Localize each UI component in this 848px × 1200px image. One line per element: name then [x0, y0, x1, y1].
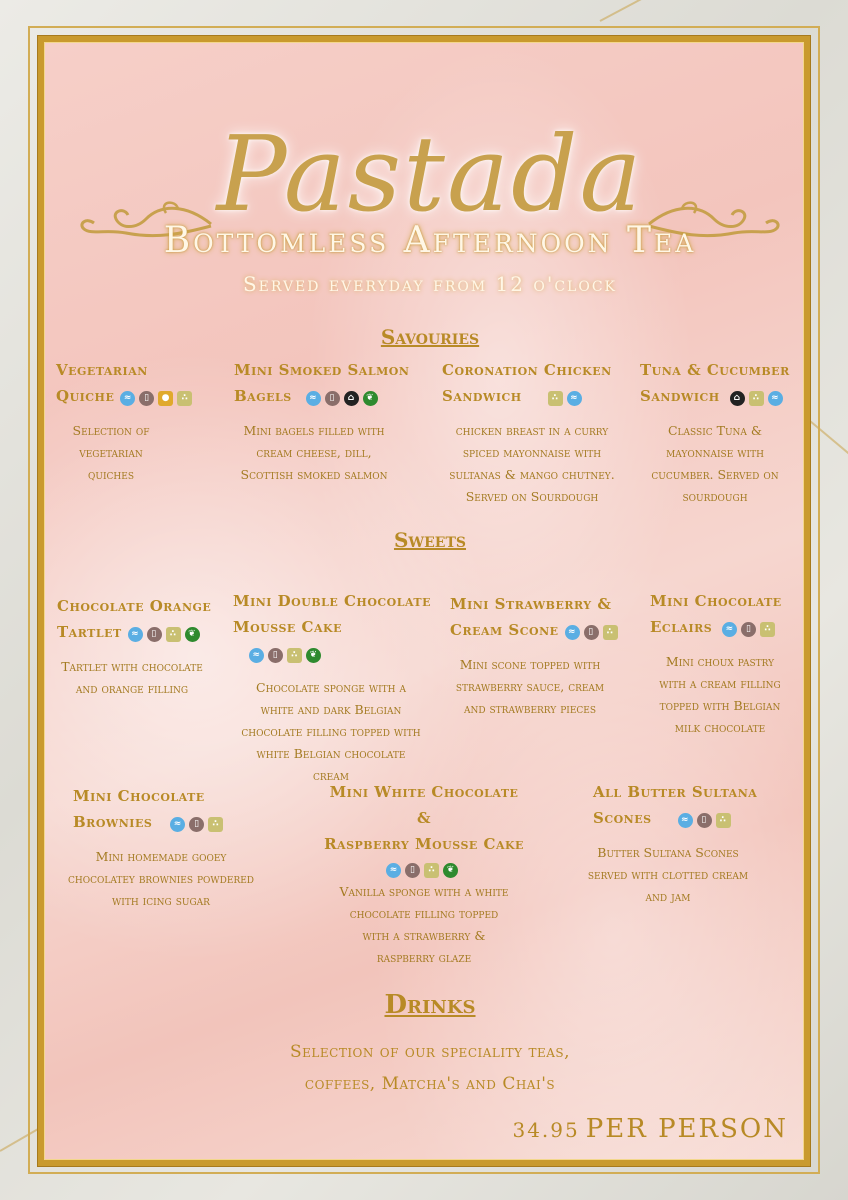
vegan-icon: ❦ [306, 648, 321, 663]
item-name: Vegetarian [56, 361, 148, 379]
gluten-icon: ∴ [760, 622, 775, 637]
item-name: Bagels [234, 387, 292, 405]
item-name: Tartlet [57, 623, 122, 641]
item-description: chicken breast in a curry spiced mayonnaise with sultanas & mango chutney. Served on Sourdough [449, 423, 615, 504]
drinks-heading: Drinks [384, 990, 476, 1020]
vegetarian-icon: ≈ [565, 625, 580, 640]
item-description: Mini choux pastry with a cream filling topped with Belgian milk chocolate [659, 654, 781, 735]
page-title: Bottomless Afternoon Tea [163, 220, 697, 261]
item-description: Vanilla sponge with a white chocolate filling topped with a strawberry & raspberry glaze [339, 884, 509, 965]
menu-item-double-chocolate-mousse [233, 588, 433, 787]
gluten-icon: ∴ [287, 648, 302, 663]
allergen-icons [678, 806, 735, 832]
fish-icon: ⌂ [344, 391, 359, 406]
item-description: Mini homemade gooey chocolatey brownies powdered with icing sugar [67, 849, 255, 908]
vegetarian-icon: ≈ [386, 863, 401, 878]
item-name: Quiche [56, 387, 115, 405]
allergen-icons [120, 384, 196, 410]
milk-icon: ▯ [741, 622, 756, 637]
gluten-icon: ∴ [208, 817, 223, 832]
menu-item-butter-sultana-scones [587, 779, 793, 908]
allergen-icons [730, 384, 787, 410]
item-description: Tartlet with chocolate and orange filling [61, 659, 203, 696]
milk-icon: ▯ [268, 648, 283, 663]
subtitle: Served everyday from 12 o'clock [242, 272, 617, 296]
marble-vein [600, 0, 813, 22]
gluten-icon: ∴ [166, 627, 181, 642]
item-name: Sandwich [640, 387, 720, 405]
item-name: Mini Smoked Salmon [234, 361, 410, 379]
menu-item-strawberry-cream-scone [450, 591, 640, 720]
savouries-heading: Savouries [380, 325, 480, 349]
allergen-icons [722, 615, 779, 641]
menu-item-smoked-salmon-bagels [234, 357, 434, 486]
item-description: Butter Sultana Scones served with clotted cream and jam [587, 845, 749, 904]
vegetarian-icon: ≈ [128, 627, 143, 642]
allergen-icons [306, 384, 382, 410]
milk-icon: ▯ [189, 817, 204, 832]
vegetarian-icon: ≈ [722, 622, 737, 637]
item-name: Mini Chocolate [73, 787, 205, 805]
vegetarian-icon: ≈ [170, 817, 185, 832]
allergen-icons [565, 618, 622, 644]
allergen-icons [386, 860, 462, 879]
menu-card [38, 36, 810, 1166]
milk-icon: ▯ [697, 813, 712, 828]
vegan-icon: ❦ [443, 863, 458, 878]
gluten-icon: ∴ [603, 625, 618, 640]
price-tag [512, 1114, 788, 1144]
menu-item-chocolate-brownies [67, 783, 283, 912]
item-name: Brownies [73, 813, 153, 831]
item-description: Selection of vegetarian quiches [72, 423, 150, 482]
item-name: Sandwich [442, 387, 522, 405]
gluten-icon: ∴ [177, 391, 192, 406]
vegan-icon: ❦ [363, 391, 378, 406]
milk-icon: ▯ [325, 391, 340, 406]
brand-logo: Pastada [216, 113, 644, 235]
item-name: Tuna & Cucumber [640, 361, 790, 379]
vegetarian-icon: ≈ [249, 648, 264, 663]
fish-icon: ⌂ [730, 391, 745, 406]
item-description: Chocolate sponge with a white and dark Belgian chocolate filling topped with white Belgian chocolate cream [241, 680, 421, 783]
menu-item-tuna-cucumber [640, 357, 810, 508]
milk-icon: ▯ [405, 863, 420, 878]
egg-icon: ● [158, 391, 173, 406]
item-name: Raspberry Mousse Cake [324, 835, 524, 853]
vegetarian-icon: ≈ [768, 391, 783, 406]
gluten-icon: ∴ [548, 391, 563, 406]
milk-icon: ▯ [584, 625, 599, 640]
milk-icon: ▯ [139, 391, 154, 406]
drinks-description: Selection of our speciality teas, coffees, Matcha's and Chai's [290, 1042, 570, 1094]
item-description: Classic Tuna & mayonnaise with cucumber. Served on sourdough [651, 423, 779, 504]
sweets-heading: Sweets [393, 528, 467, 552]
allergen-icons [249, 641, 325, 667]
item-name: Eclairs [650, 618, 713, 636]
price-amount: 34.95 [512, 1118, 580, 1142]
allergen-icons [548, 384, 586, 410]
menu-item-white-chocolate-raspberry-mousse [324, 779, 524, 969]
vegetarian-icon: ≈ [678, 813, 693, 828]
item-description: Mini scone topped with strawberry sauce, cream and strawberry pieces [455, 657, 605, 716]
item-name: Mini Strawberry & [450, 595, 612, 613]
vegetarian-icon: ≈ [120, 391, 135, 406]
item-name: Mini Chocolate [650, 592, 782, 610]
gluten-icon: ∴ [424, 863, 439, 878]
item-name: Mousse Cake [233, 618, 342, 636]
vegetarian-icon: ≈ [306, 391, 321, 406]
item-name: Mini Double Chocolate [233, 592, 431, 610]
item-name: Scones [593, 809, 652, 827]
item-name: Chocolate Orange [57, 597, 212, 615]
menu-item-coronation-chicken [442, 357, 632, 508]
vegetarian-icon: ≈ [567, 391, 582, 406]
item-description: Mini bagels filled with cream cheese, dill, Scottish smoked salmon [240, 423, 388, 482]
price-label: PER PERSON [585, 1114, 788, 1144]
menu-item-chocolate-eclairs [650, 588, 810, 739]
item-name: Coronation Chicken [442, 361, 612, 379]
item-name: Cream Scone [450, 621, 559, 639]
menu-item-chocolate-orange-tartlet [57, 593, 237, 700]
item-name: All Butter Sultana [593, 783, 758, 801]
allergen-icons [128, 620, 204, 646]
allergen-icons [170, 810, 227, 836]
menu-item-vegetarian-quiche [56, 357, 224, 486]
milk-icon: ▯ [147, 627, 162, 642]
gluten-icon: ∴ [749, 391, 764, 406]
item-name: Mini White Chocolate & [329, 783, 519, 827]
vegan-icon: ❦ [185, 627, 200, 642]
gluten-icon: ∴ [716, 813, 731, 828]
